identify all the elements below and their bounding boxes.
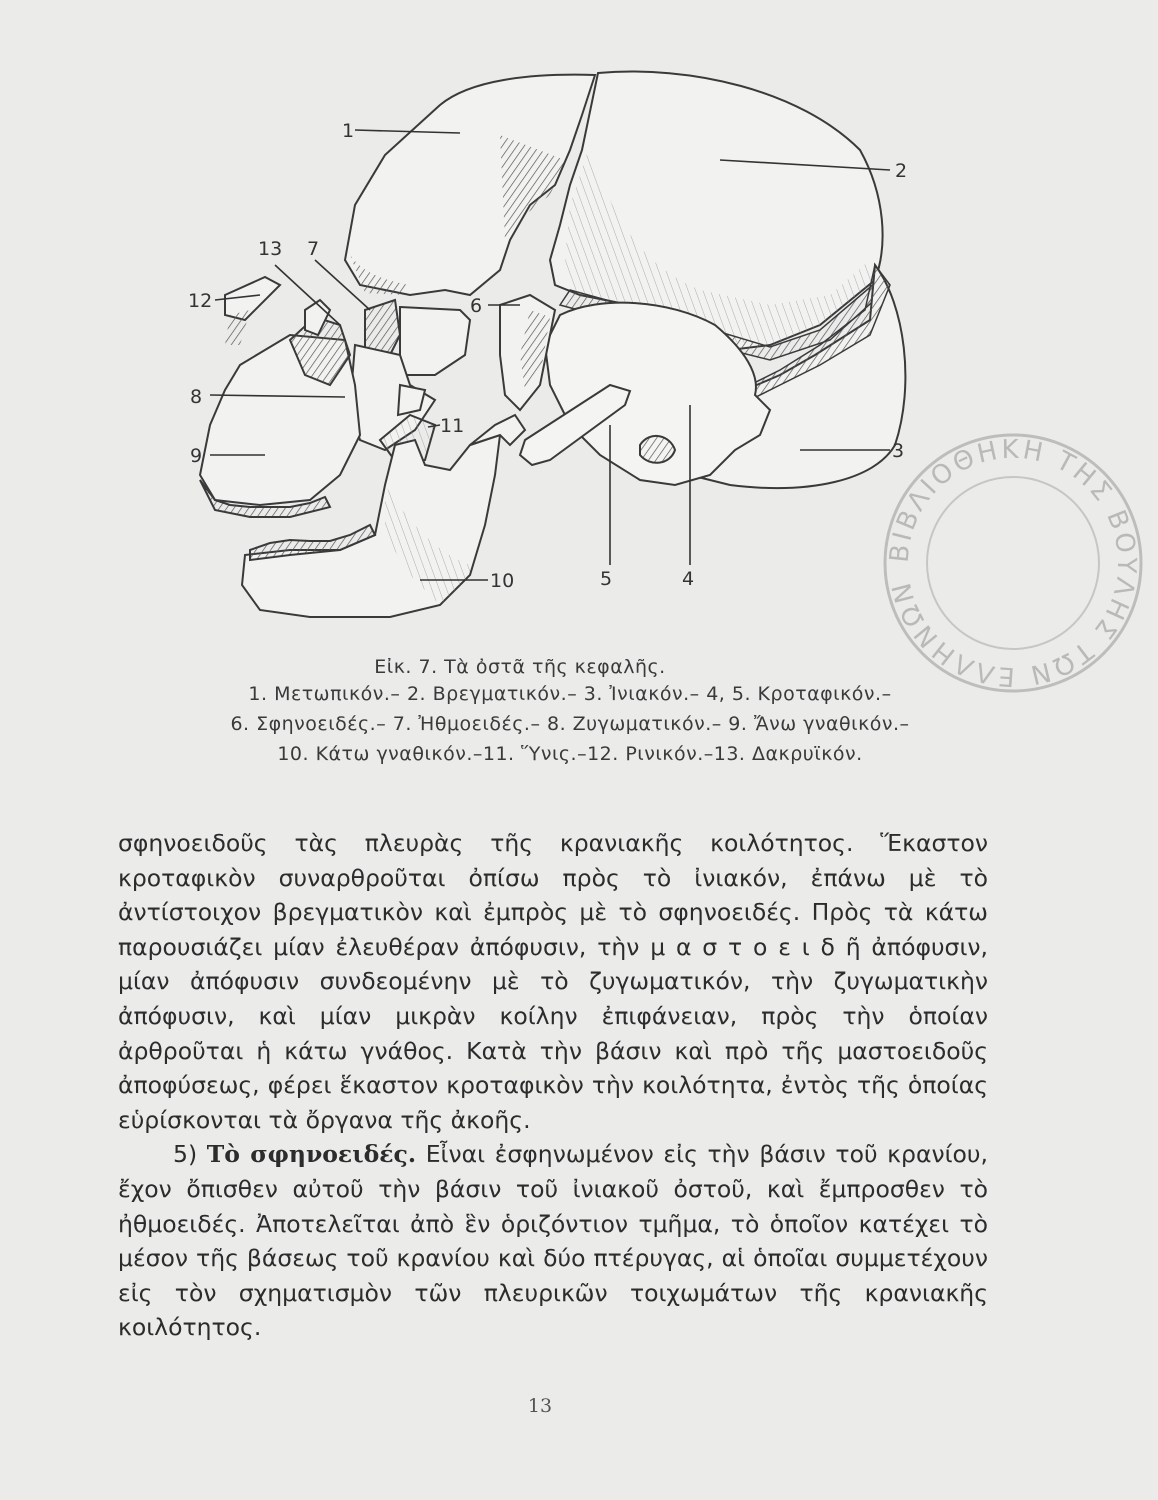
figure-caption-title: Εἰκ. 7. Τὰ ὀστᾶ τῆς κεφαλῆς. [374,656,666,678]
figure-caption-line-2: 6. Σφηνοειδές.– 7. Ἠθμοειδές.– 8. Ζυγωματικόν.– 9. Ἄνω γναθικόν.– [230,713,910,735]
label-6: 6 [470,295,483,317]
label-1: 1 [342,120,355,142]
figure-caption-line-3: 10. Κάτω γναθικόν.–11. Ὕνις.–12. Ρινικόν.–13. Δακρυϊκόν. [277,743,863,765]
section-heading: Τὸ σφηνοειδές. [206,1140,417,1169]
stamp-inner-ring [927,477,1099,649]
section-number: 5) [173,1140,198,1169]
skull-drawing [170,55,930,645]
page-number: 13 [527,1395,553,1417]
label-3: 3 [892,440,905,462]
figure-caption-line-1: 1. Μετωπικόν.– 2. Βρεγματικόν.– 3. Ἰνιακόν.– 4, 5. Κροταφικόν.– [248,683,892,705]
label-5: 5 [600,568,613,590]
label-10: 10 [490,570,515,592]
section-text: Εἶναι ἐσφηνωμένον εἰς τὴν βάσιν τοῦ κρανίου, ἔχον ὄπισθεν αὐτοῦ τὴν βάσιν τοῦ ἰνιακοῦ ὀστοῦ, καὶ ἔμπροσθεν τὸ ἠθμοειδές. Ἀποτελεῖται ἀπὸ ἓν ὁριζόντιον τμῆμα, τὸ ὁποῖον κατέχει τὸ μέσον τῆς βάσεως τοῦ κρανίου καὶ δύο πτέρυγας, αἱ ὁποῖαι συμμετέχουν εἰς τὸν σχηματισμὸν τῶν πλευρικῶν τοιχωμάτων τῆς κρανιακῆς κοιλότητος. [118,1140,988,1342]
label-9: 9 [190,445,203,467]
label-12: 12 [188,290,213,312]
library-stamp [868,418,1158,708]
paragraph-temporal: σφηνοειδοῦς τὰς πλευρὰς τῆς κρανιακῆς κοιλότητος. Ἕκαστον κροταφικὸν συναρθροῦται ὀπίσω πρὸς τὸ ἰνιακόν, ἐπάνω μὲ τὸ ἀντίστοιχον βρεγματικὸν καὶ ἐμπρὸς μὲ τὸ σφηνοειδές. Πρὸς τὰ κάτω παρουσιάζει μίαν ἐλευθέραν ἀπόφυσιν, τὴν μ α σ τ ο ε ι δ ῆ ἀπόφυσιν, μίαν ἀπόφυσιν συνδεομένην μὲ τὸ ζυγωματικόν, τὴν ζυγωματικὴν ἀπόφυσιν, καὶ μίαν μικρὰν κοίλην ἐπιφάνειαν, πρὸς τὴν ὁποίαν ἀρθροῦται ἡ κάτω γνάθος. Κατὰ τὴν βάσιν καὶ πρὸ τῆς μαστοειδοῦς ἀποφύσεως, φέρει ἕκαστον κροταφικὸν τὴν κοιλότητα, ἐντὸς τῆς ὁποίας εὑρίσκονται τὰ ὄργανα τῆς ἀκοῆς. [118,829,988,1134]
skull-figure [170,55,930,645]
paragraph-sphenoid [118,1137,988,1345]
label-7: 7 [307,238,320,260]
stamp-text: ΒΙΒΛΙΟΘΗΚΗ ΤΗΣ ΒΟΥΛΗΣ ΤΩΝ ΕΛΛΗΝΩΝ [884,434,1142,692]
label-4: 4 [682,568,695,590]
body-text [118,826,988,1345]
label-11: 11 [440,415,465,437]
label-8: 8 [190,386,203,408]
label-2: 2 [895,160,908,182]
label-13: 13 [258,238,283,260]
